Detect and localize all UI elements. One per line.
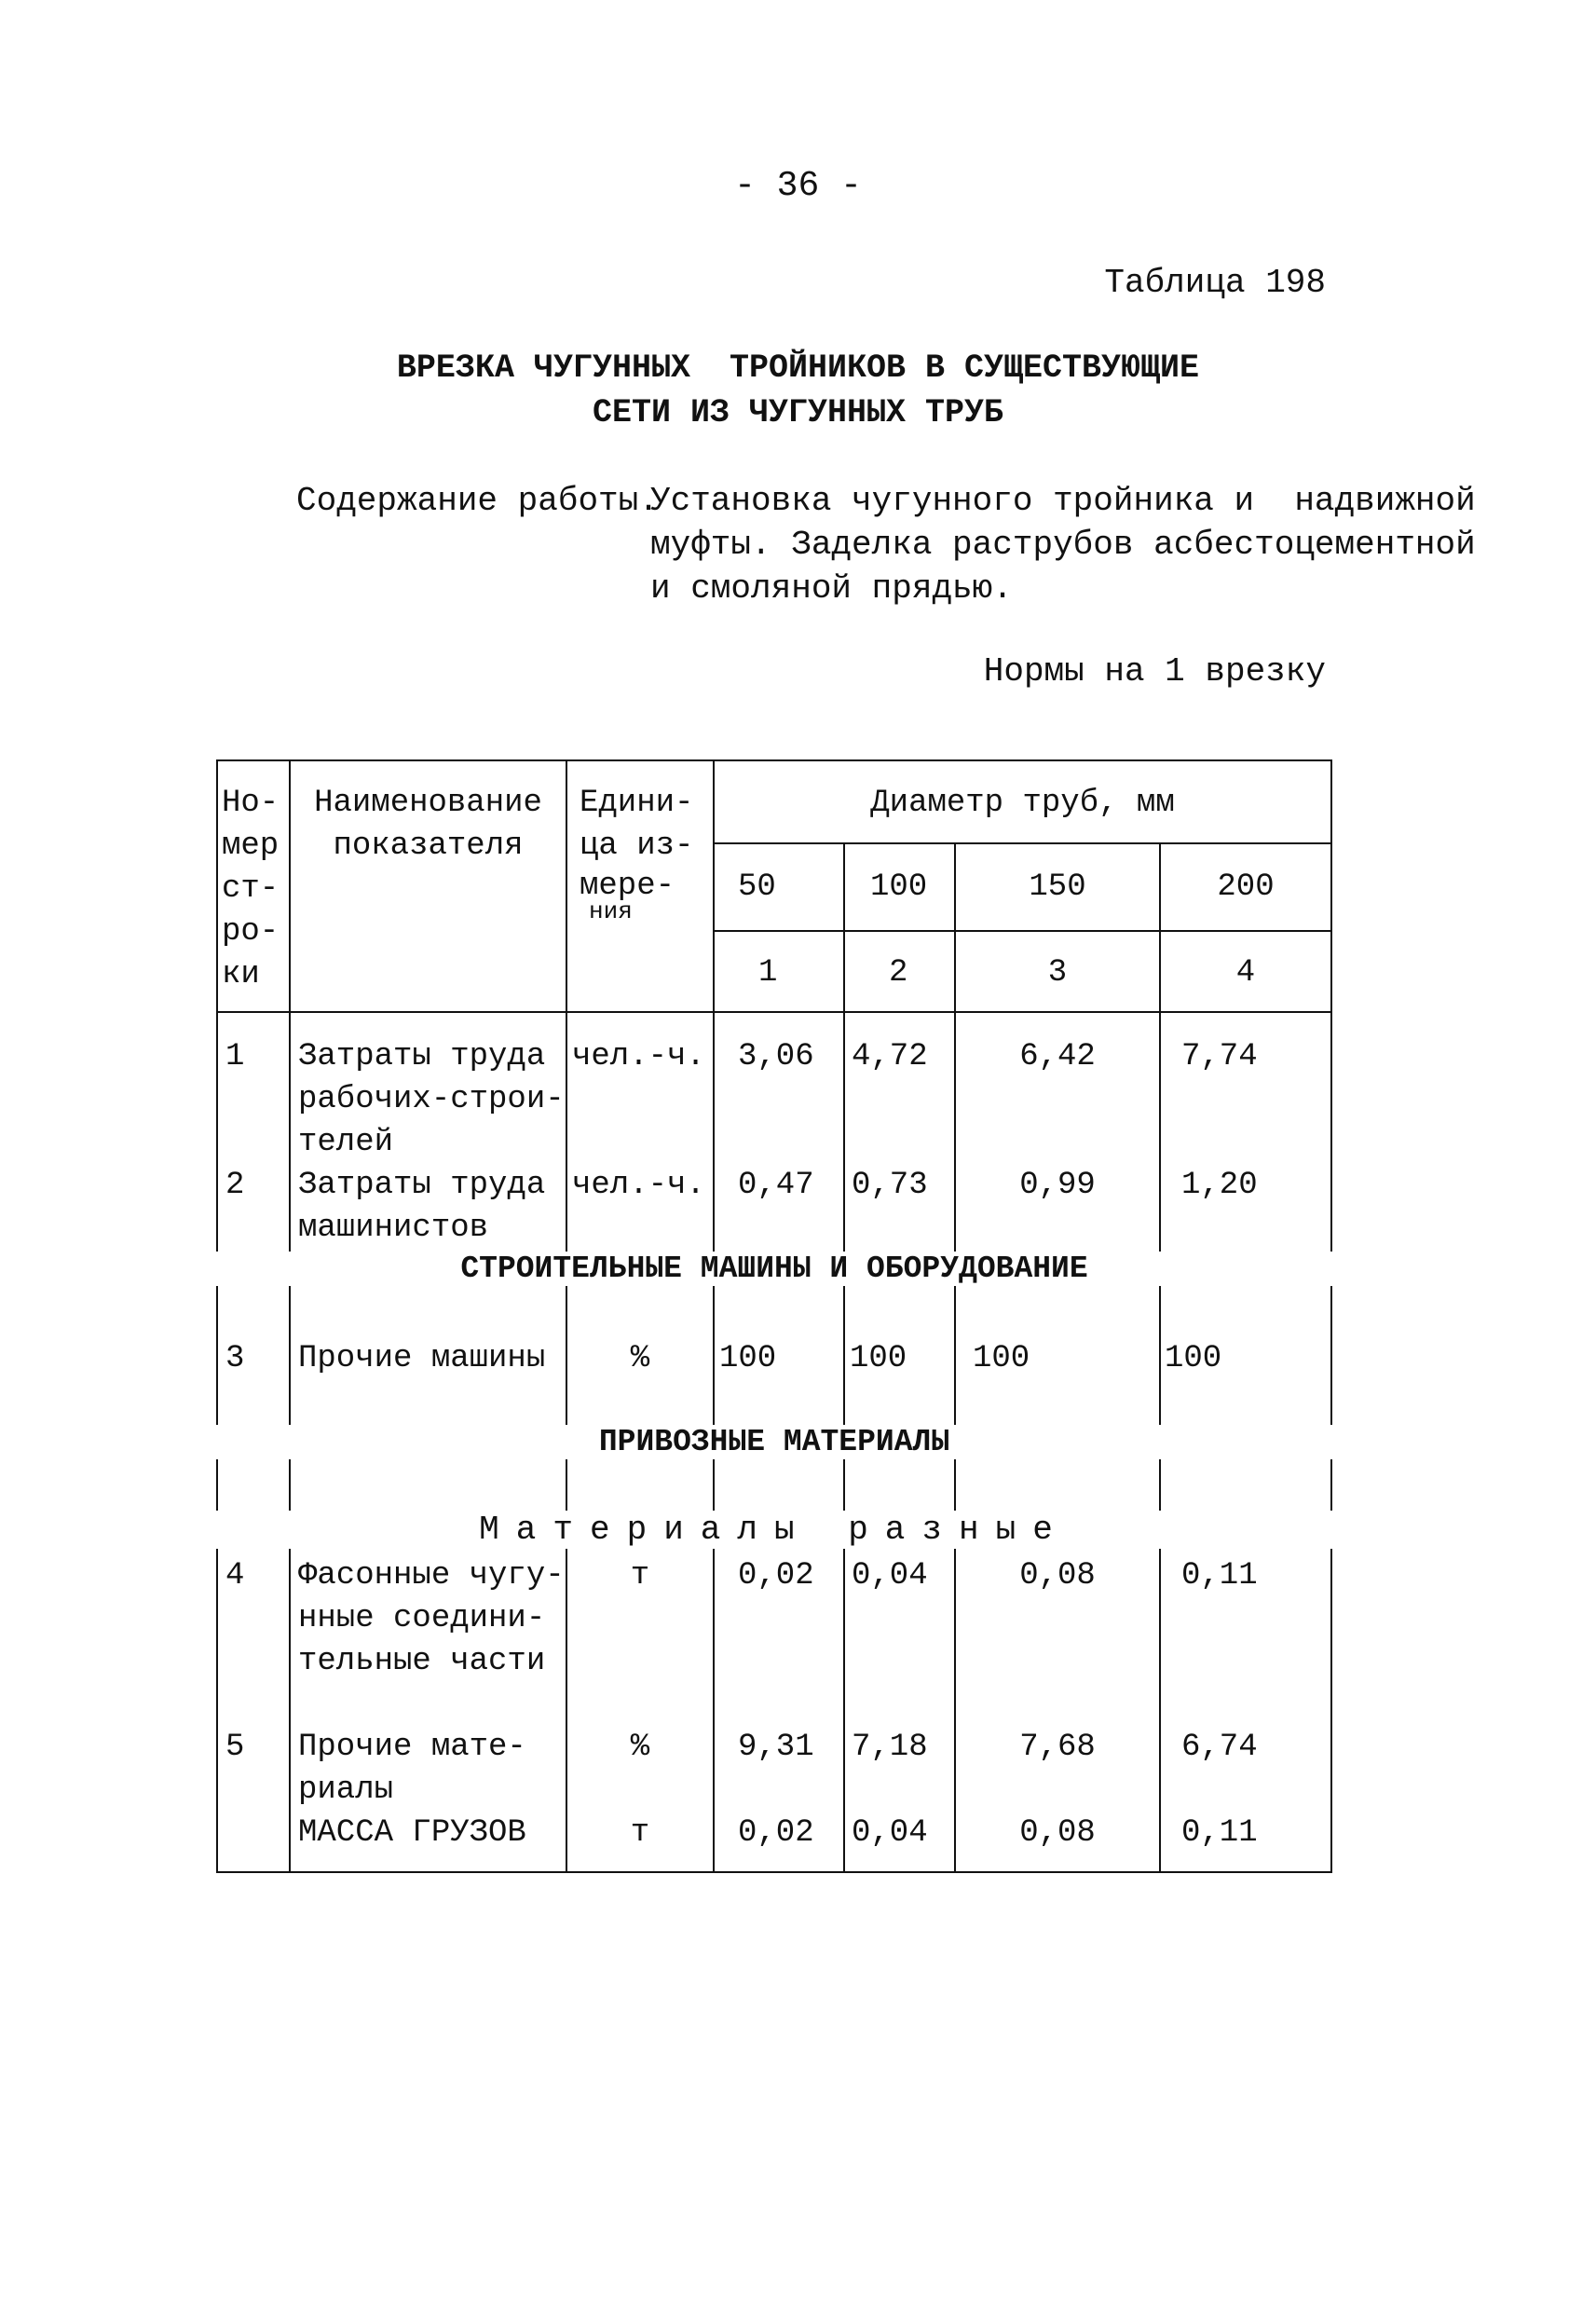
row-1-value-150: 6,42 [1019, 1039, 1096, 1074]
row-1-value-200: 7,74 [1181, 1039, 1258, 1074]
row-4-value-200: 0,11 [1181, 1558, 1258, 1594]
row-1-value-50: 3,06 [738, 1039, 814, 1074]
row-name-line: риалы [298, 1772, 394, 1808]
row-mass-unit: т [630, 1815, 650, 1851]
header-unit-line: мере- [580, 869, 675, 904]
row-name-line: Прочие машины [298, 1341, 546, 1376]
header-diameter-100: 100 [870, 869, 928, 905]
row-4-value-100: 0,04 [852, 1558, 928, 1594]
row-5-unit: % [630, 1730, 650, 1765]
row-name-line: тельные части [298, 1644, 546, 1679]
row-name-line: Затраты труда [298, 1039, 546, 1074]
row-3-value-150: 100 [973, 1341, 1030, 1376]
section-machines: СТРОИТЕЛЬНЫЕ МАШИНЫ И ОБОРУДОВАНИЕ [216, 1252, 1332, 1286]
row-3-unit: % [630, 1341, 650, 1376]
row-5-num: 5 [225, 1730, 245, 1765]
col-divider [1159, 842, 1161, 1871]
table-frame [216, 759, 1332, 1873]
header-diameter-50: 50 [738, 869, 776, 905]
row-3-value-50: 100 [719, 1341, 777, 1376]
header-num-line: Но- [222, 786, 280, 821]
row-1-value-100: 4,72 [852, 1039, 928, 1074]
col-number-1: 1 [758, 955, 778, 991]
col-number-3: 3 [1047, 955, 1068, 991]
work-content-line: Установка чугунного тройника и надвижной [650, 482, 1476, 520]
section-materials-various: Материалы разные [216, 1511, 1332, 1549]
row-2-value-150: 0,99 [1019, 1168, 1096, 1203]
row-2-value-50: 0,47 [738, 1168, 814, 1203]
header-diameter: Диаметр труб, мм [870, 786, 1175, 821]
row-2-num: 2 [225, 1168, 245, 1203]
row-3-name [298, 1337, 545, 1380]
row-5-value-150: 7,68 [1019, 1730, 1096, 1765]
norms-note: Нормы на 1 врезку [983, 652, 1326, 691]
row-1-num: 1 [225, 1039, 245, 1074]
row-3-value-100: 100 [850, 1341, 907, 1376]
header-num-line: ро- [222, 914, 280, 950]
row-5-value-50: 9,31 [738, 1730, 814, 1765]
row-name-line: машинистов [298, 1211, 489, 1246]
row-mass-value-50: 0,02 [738, 1815, 814, 1851]
header-unit-line: ния [589, 897, 633, 925]
row-mass-value-200: 0,11 [1181, 1815, 1258, 1851]
row-name-line: Прочие мате- [298, 1730, 526, 1765]
row-name-line: нные соедини- [298, 1601, 546, 1636]
row-mass-value-100: 0,04 [852, 1815, 928, 1851]
col-divider [843, 842, 845, 1871]
header-diameter-200: 200 [1217, 869, 1275, 905]
row-4-num: 4 [225, 1558, 245, 1594]
row-4-value-50: 0,02 [738, 1558, 814, 1594]
work-content-line: и смоляной прядью. [650, 569, 1013, 608]
col-number-4: 4 [1235, 955, 1256, 991]
col-number-2: 2 [889, 955, 908, 991]
row-4-value-150: 0,08 [1019, 1558, 1096, 1594]
header-name-line: показателя [333, 828, 524, 864]
row-2-unit: чел.-ч. [572, 1168, 705, 1203]
header-unit [580, 782, 694, 925]
col-divider [289, 759, 291, 1871]
row-5-value-200: 6,74 [1181, 1730, 1258, 1765]
header-diameter-150: 150 [1029, 869, 1086, 905]
row-name-line: Затраты труда [298, 1168, 546, 1203]
work-content-text [650, 479, 1476, 610]
row-5-value-100: 7,18 [852, 1730, 928, 1765]
work-content-label: Содержание работы. [296, 482, 659, 520]
header-unit-line: ца из- [580, 828, 694, 864]
col-divider [954, 842, 956, 1871]
row-4-unit: т [630, 1558, 650, 1594]
col-divider [713, 759, 715, 1871]
row-1-name [298, 1035, 565, 1164]
document-title-line-1: ВРЕЗКА ЧУГУННЫХ ТРОЙНИКОВ В СУЩЕСТВУЮЩИЕ [396, 349, 1200, 387]
row-mass-name [298, 1812, 526, 1854]
header-name-line: Наименование [314, 786, 542, 821]
page-number: - 36 - [734, 166, 862, 206]
row-name-line: рабочих-строи- [298, 1082, 565, 1117]
row-3-value-200: 100 [1165, 1341, 1222, 1376]
header-num-line: ки [222, 957, 260, 992]
document-title-line-2: СЕТИ ИЗ ЧУГУННЫХ ТРУБ [592, 394, 1004, 431]
row-2-value-200: 1,20 [1181, 1168, 1258, 1203]
row-1-unit: чел.-ч. [572, 1039, 705, 1074]
header-name [291, 782, 566, 868]
row-3-num: 3 [225, 1341, 245, 1376]
row-divider [216, 1011, 1332, 1013]
row-5-name [298, 1726, 526, 1812]
row-divider [713, 842, 1330, 844]
table-label: Таблица 198 [1104, 264, 1326, 302]
norms-table [216, 759, 1332, 1873]
row-name-line: Фасонные чугу- [298, 1558, 565, 1594]
header-num [222, 782, 279, 996]
header-num-line: мер [222, 828, 280, 864]
header-unit-line: Едини- [580, 786, 694, 821]
row-2-name [298, 1164, 545, 1250]
row-name-line: МАССА ГРУЗОВ [298, 1815, 526, 1851]
col-divider [566, 759, 567, 1871]
row-4-name [298, 1554, 565, 1683]
header-num-line: ст- [222, 871, 280, 907]
row-2-value-100: 0,73 [852, 1168, 928, 1203]
row-divider [713, 930, 1330, 932]
row-mass-value-150: 0,08 [1019, 1815, 1096, 1851]
row-name-line: телей [298, 1125, 394, 1160]
work-content-line: муфты. Заделка раструбов асбестоцементной [650, 526, 1476, 564]
section-materials: ПРИВОЗНЫЕ МАТЕРИАЛЫ [216, 1425, 1332, 1459]
